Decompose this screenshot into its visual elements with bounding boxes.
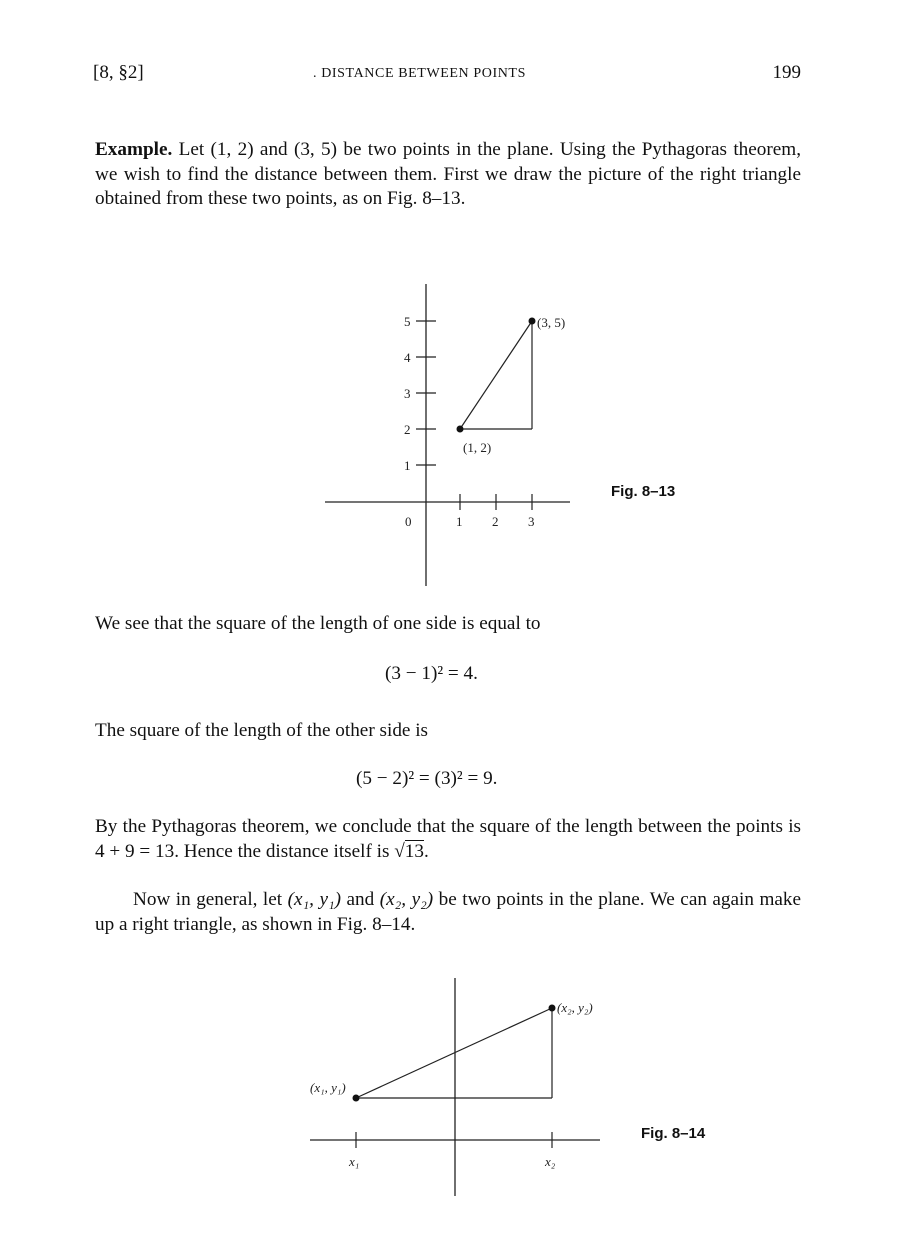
general-point-2: (x₂, y₂) [379,889,434,910]
fig814-point-1 [353,1095,360,1102]
fig813-y-label-2: 2 [404,422,411,437]
fig813-x-label-1: 1 [456,514,463,529]
general-point-1: (x₁, y₁) [287,889,342,910]
fig813-x-label-2: 2 [492,514,499,529]
fig813-point-a-label: (1, 2) [463,440,492,455]
fig813-point-b-label: (3, 5) [537,315,566,330]
fig813-y-label-3: 3 [404,386,411,401]
fig814-caption: Fig. 8–14 [641,1125,706,1142]
page-number: 199 [772,62,801,83]
fig814-x2-label: x₂ [545,1154,556,1169]
fig813-origin-label: 0 [405,514,412,529]
conclusion-text: By the Pythagoras theorem, we conclude that the square of the length between the points is 4 + 9 = 13. Hence the distance itself is [95,816,801,862]
sqrt-expression: √13 [394,840,424,862]
sqrt-radicand: 13 [404,840,424,862]
equation-1: (3 − 1)² = 4. [385,663,478,684]
conclusion-end: . [423,840,429,862]
fig814-hypotenuse [356,1008,552,1098]
fig814-x1-label: x₁ [349,1154,360,1169]
section-reference: [8, §2] [93,62,144,83]
fig813-x-label-3: 3 [528,514,535,529]
fig813-y-label-5: 5 [404,314,411,329]
fig814-point-2-label: (x₂, y₂) [557,1000,593,1015]
fig813-y-label-1: 1 [404,458,411,473]
fig814-point-2 [549,1005,556,1012]
example-label: Example. [95,139,173,160]
example-text: Let (1, 2) and (3, 5) be two points in the plane. Using the Pythagoras theorem, we wish to find the distance between them. First we draw the picture of the right triangle obtained from these two points, as on Fig. 8–13. [95,139,801,209]
side1-paragraph: We see that the square of the length of one side is equal to [95,613,541,634]
fig814-point-1-label: (x₁, y₁) [310,1080,346,1095]
general-text-b: and [346,889,375,910]
fig813-y-label-4: 4 [404,350,411,365]
fig813-caption: Fig. 8–13 [611,483,676,500]
equation-2: (5 − 2)² = (3)² = 9. [356,768,498,789]
running-title: . DISTANCE BETWEEN POINTS [313,66,526,81]
general-text-c: be two points in the plane. We can again make up a right triangle, as shown in Fig. 8–14. [95,889,801,935]
general-text-a: Now in general, let [133,889,283,910]
side2-paragraph: The square of the length of the other side is [95,720,429,741]
